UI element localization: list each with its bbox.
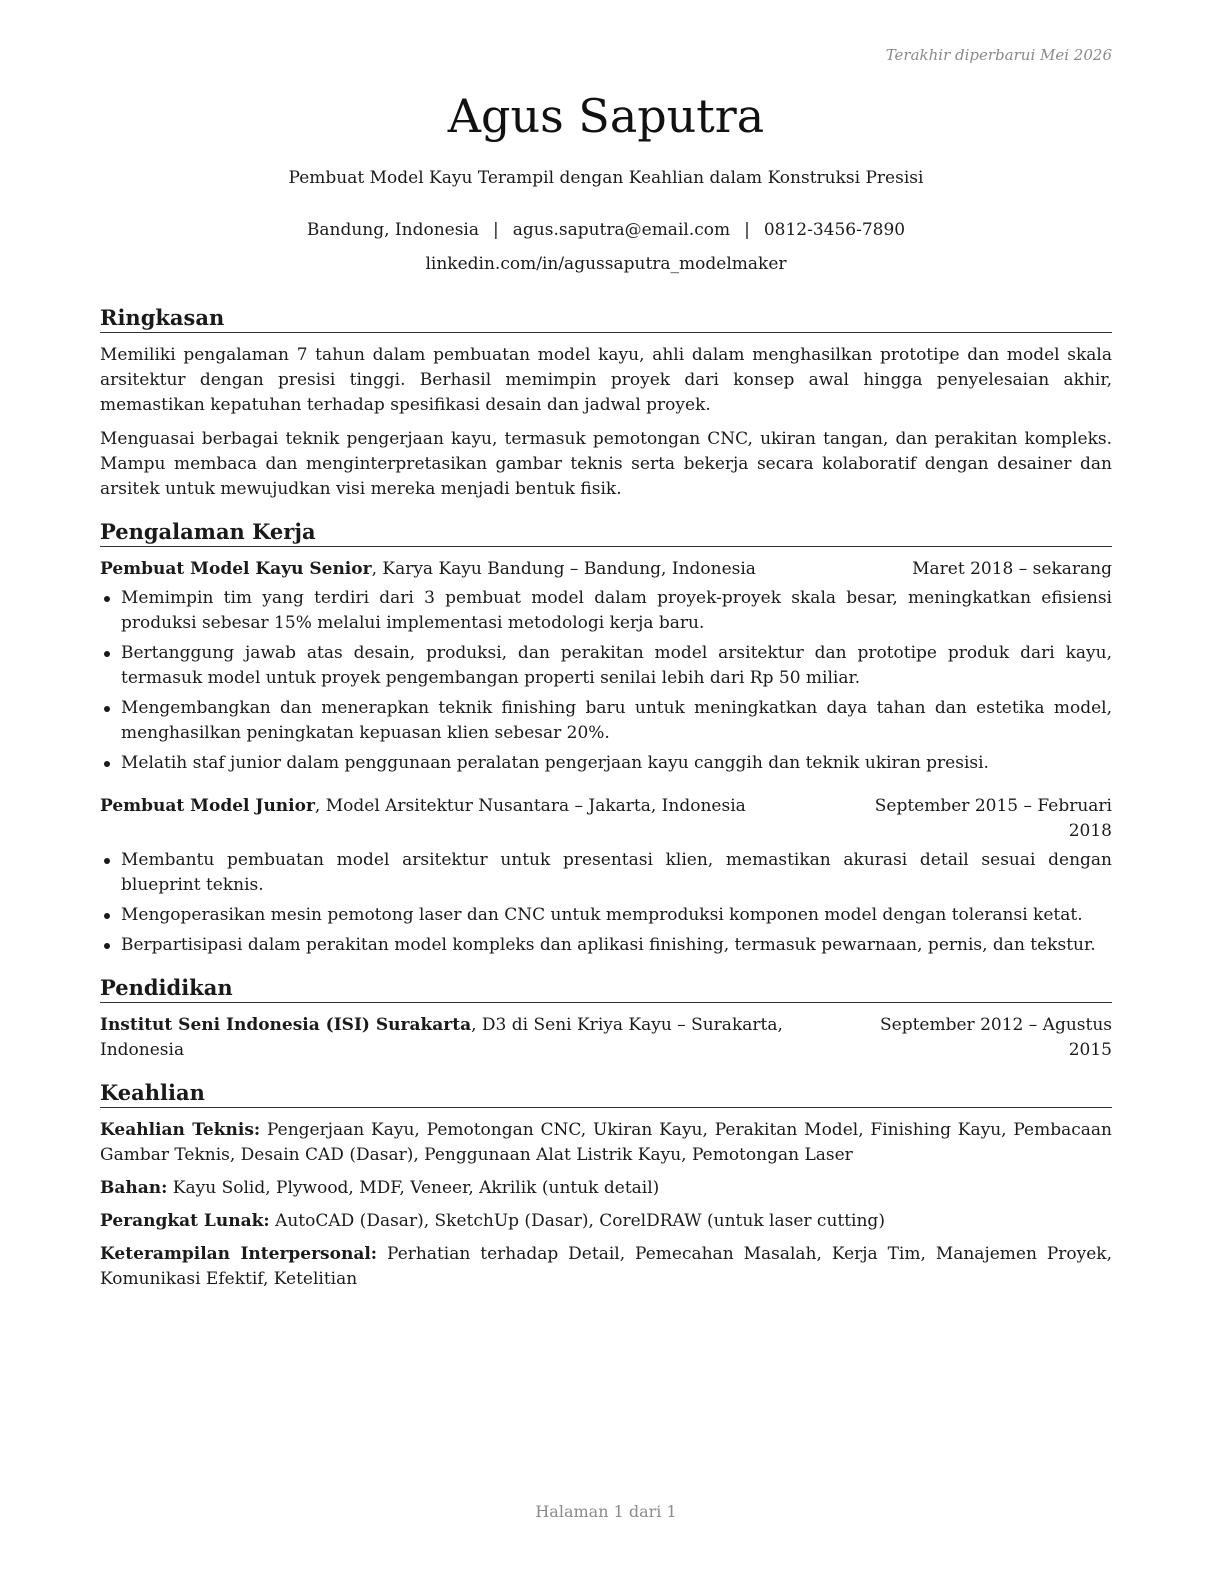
job-role: Pembuat Model Kayu Senior <box>100 559 372 579</box>
skill-value: Pengerjaan Kayu, Pemotongan CNC, Ukiran Kayu, Perakitan Model, Finishing Kayu, Pembacaan Gambar Teknis, Desain CAD (Dasar), Penggunaan Alat Listrik Kayu, Pemotongan Laser <box>100 1120 1112 1165</box>
education-detail: , D3 di Seni Kriya Kayu – Surakarta, Indonesia <box>100 1015 783 1060</box>
phone-number: 0812-3456-7890 <box>763 220 906 240</box>
education-dates: September 2012 – Agustus 2015 <box>880 1015 1112 1060</box>
email-link[interactable]: agus.saputra@email.com <box>512 220 731 240</box>
job-entry <box>100 557 1112 776</box>
job-entry <box>100 794 1112 958</box>
job-role: Pembuat Model Junior <box>100 796 315 816</box>
job-title-line <box>100 557 912 582</box>
section-title-summary: Ringkasan <box>100 304 1112 333</box>
separator: | <box>744 220 750 240</box>
job-dates: September 2015 – Februari 2018 <box>874 796 1112 841</box>
section-title-skills: Keahlian <box>100 1079 1112 1108</box>
summary-section <box>100 304 1112 502</box>
job-dates: Maret 2018 – sekarang <box>912 559 1112 579</box>
skills-section <box>100 1079 1112 1292</box>
last-updated-note: Terakhir diperbarui Mei 2026 <box>885 46 1112 64</box>
skill-label: Keahlian Teknis: <box>100 1120 261 1140</box>
skill-value: Kayu Solid, Plywood, MDF, Veneer, Akrilik (untuk detail) <box>167 1178 660 1198</box>
list-item: Memimpin tim yang terdiri dari 3 pembuat model dalam proyek-proyek skala besar, meningkatkan efisiensi produksi sebesar 15% melalui implementasi metodologi kerja baru. <box>100 586 1112 636</box>
education-line <box>100 1013 872 1063</box>
list-item: Membantu pembuatan model arsitektur untuk presentasi klien, memastikan akurasi detail sesuai dengan blueprint teknis. <box>100 848 1112 898</box>
skill-row <box>100 1118 1112 1168</box>
resume-content <box>100 304 1112 1308</box>
summary-paragraph: Menguasai berbagai teknik pengerjaan kayu, termasuk pemotongan CNC, ukiran tangan, dan perakitan kompleks. Mampu membaca dan menginterpretasikan gambar teknis serta bekerja secara kolaboratif dengan desainer dan arsitek untuk mewujudkan visi mereka menjadi bentuk fisik. <box>100 429 1112 499</box>
section-title-education: Pendidikan <box>100 974 1112 1003</box>
job-bullets <box>100 848 1112 958</box>
job-header <box>100 794 1112 844</box>
skill-row <box>100 1176 1112 1201</box>
linkedin-link[interactable]: linkedin.com/in/agussaputra_modelmaker <box>425 254 787 274</box>
tagline: Pembuat Model Kayu Terampil dengan Keahlian dalam Konstruksi Presisi <box>288 168 924 188</box>
skill-row <box>100 1242 1112 1292</box>
education-section <box>100 974 1112 1063</box>
skill-value: AutoCAD (Dasar), SketchUp (Dasar), CorelDRAW (untuk laser cutting) <box>269 1211 885 1231</box>
list-item: Mengembangkan dan menerapkan teknik finishing baru untuk meningkatkan daya tahan dan estetika model, menghasilkan peningkatan kepuasan klien sebesar 20%. <box>100 696 1112 746</box>
list-item: Berpartisipasi dalam perakitan model kompleks dan aplikasi finishing, termasuk pewarnaan, pernis, dan tekstur. <box>100 933 1112 958</box>
institution-name: Institut Seni Indonesia (ISI) Surakarta <box>100 1015 472 1035</box>
skill-row <box>100 1209 1112 1234</box>
job-company: , Model Arsitektur Nusantara – Jakarta, Indonesia <box>314 796 746 816</box>
section-title-experience: Pengalaman Kerja <box>100 518 1112 547</box>
skill-value: Perhatian terhadap Detail, Pemecahan Masalah, Kerja Tim, Manajemen Proyek, Komunikasi Efektif, Ketelitian <box>100 1244 1112 1289</box>
separator: | <box>493 220 499 240</box>
experience-section <box>100 518 1112 958</box>
candidate-name: Agus Saputra <box>447 89 765 143</box>
job-title-line <box>100 794 872 819</box>
list-item: Bertanggung jawab atas desain, produksi, dan perakitan model arsitektur dan prototipe produk dari kayu, termasuk model untuk proyek pengembangan properti senilai lebih dari Rp 50 miliar. <box>100 641 1112 691</box>
education-entry <box>100 1013 1112 1063</box>
summary-paragraph: Memiliki pengalaman 7 tahun dalam pembuatan model kayu, ahli dalam menghasilkan prototipe dan model skala arsitektur dengan presisi tinggi. Berhasil memimpin proyek dari konsep awal hingga penyelesaian akhir, memastikan kepatuhan terhadap spesifikasi desain dan jadwal proyek. <box>100 345 1112 415</box>
location: Bandung, Indonesia <box>306 220 480 240</box>
skill-label: Keterampilan Interpersonal: <box>100 1244 378 1264</box>
list-item: Melatih staf junior dalam penggunaan peralatan pengerjaan kayu canggih dan teknik ukiran presisi. <box>100 751 1112 776</box>
skill-label: Bahan: <box>100 1178 168 1198</box>
list-item: Mengoperasikan mesin pemotong laser dan CNC untuk memproduksi komponen model dengan toleransi ketat. <box>100 903 1112 928</box>
job-company: , Karya Kayu Bandung – Bandung, Indonesia <box>371 559 756 579</box>
job-bullets <box>100 586 1112 776</box>
job-header <box>100 557 1112 582</box>
skill-label: Perangkat Lunak: <box>100 1211 270 1231</box>
contact-line <box>100 220 1112 240</box>
page-number: Halaman 1 dari 1 <box>535 1502 677 1521</box>
